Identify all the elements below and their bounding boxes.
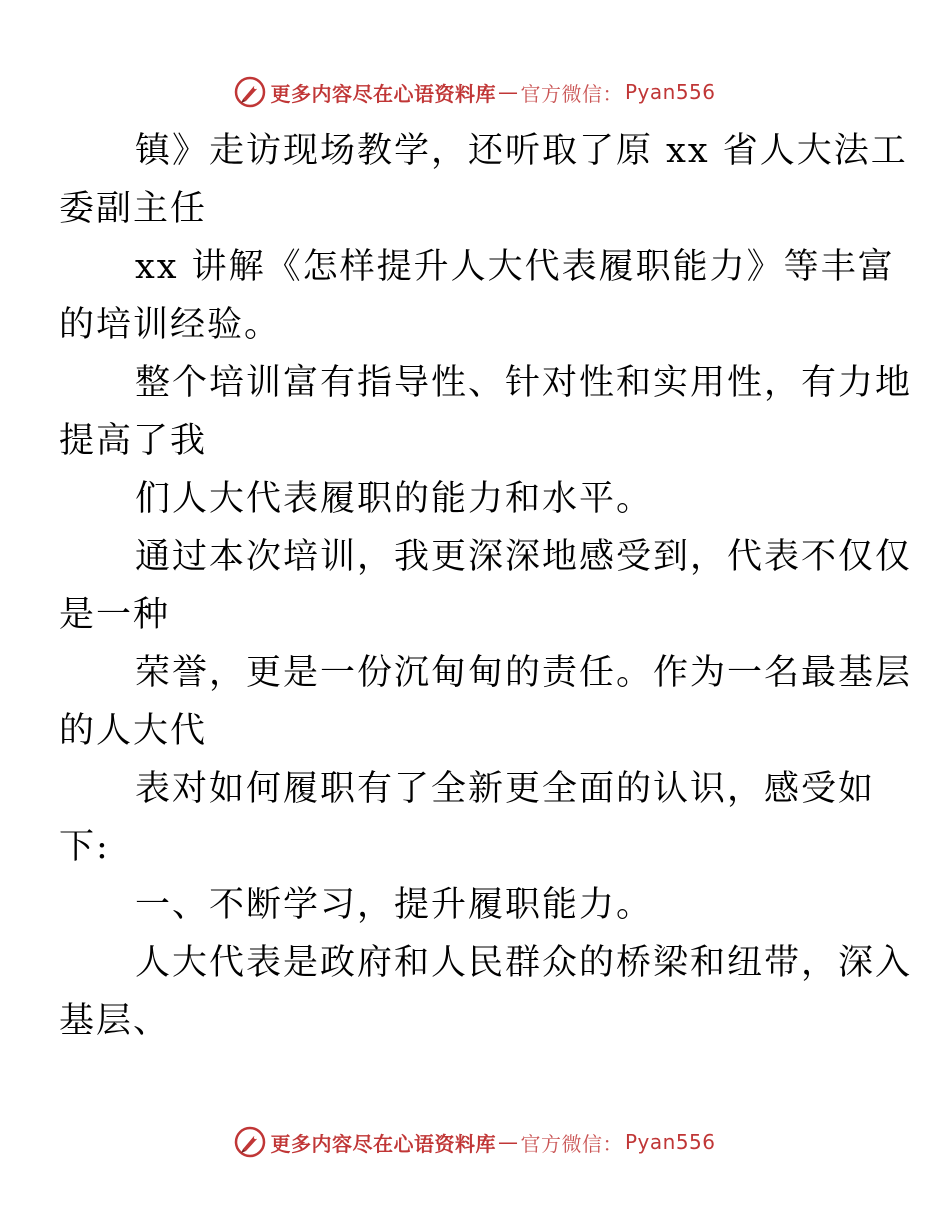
text-line: 一、不断学习，提升履职能力。 <box>135 885 654 925</box>
watermark-wechat-id: Pyan556 <box>624 80 716 104</box>
section-heading <box>97 876 857 934</box>
watermark-separator: — <box>497 80 519 104</box>
text-line: 提高了我 <box>59 421 208 461</box>
watermark-wechat-id: Pyan556 <box>624 1130 716 1154</box>
pen-nib-logo-icon <box>234 76 266 108</box>
paragraph <box>59 934 913 1050</box>
pen-nib-logo-icon <box>234 1126 266 1158</box>
text-line: 下: <box>59 827 110 867</box>
header-watermark <box>0 72 950 112</box>
text-line: 人大代表是政府和人民群众的桥梁和纽带，深入 <box>135 943 913 983</box>
footer-watermark <box>0 1122 950 1162</box>
text-line: 通过本次培训，我更深深地感受到，代表不仅仅 <box>135 537 913 577</box>
paragraph <box>59 238 895 354</box>
text-line: 们人大代表履职的能力和水平。 <box>135 479 654 519</box>
text-line: 镇》走访现场教学，还听取了原 xx 省人大法工 <box>135 131 908 171</box>
text-line: 委副主任 <box>59 189 208 229</box>
paragraph <box>59 354 913 470</box>
text-line: 是一种 <box>59 595 171 635</box>
watermark-brand: 更多内容尽在心语资料库 <box>270 1131 496 1156</box>
watermark-wechat-label: 官方微信： <box>520 81 623 106</box>
text-line: 的培训经验。 <box>59 305 282 345</box>
document-body <box>59 122 913 1050</box>
text-line: 表对如何履职有了全新更全面的认识，感受如 <box>135 769 876 809</box>
paragraph <box>59 528 913 644</box>
text-line: 的人大代 <box>59 711 208 751</box>
paragraph <box>59 122 908 238</box>
watermark-brand: 更多内容尽在心语资料库 <box>270 81 496 106</box>
text-line: 整个培训富有指导性、针对性和实用性，有力地 <box>135 363 913 403</box>
watermark-separator: — <box>497 1130 519 1154</box>
paragraph <box>59 644 913 760</box>
paragraph <box>59 760 876 876</box>
text-line: 荣誉，更是一份沉甸甸的责任。作为一名最基层 <box>135 653 913 693</box>
watermark-wechat-label: 官方微信： <box>520 1131 623 1156</box>
text-line: xx 讲解《怎样提升人大代表履职能力》等丰富 <box>135 247 895 287</box>
paragraph <box>97 470 857 528</box>
text-line: 基层、 <box>59 1001 171 1041</box>
